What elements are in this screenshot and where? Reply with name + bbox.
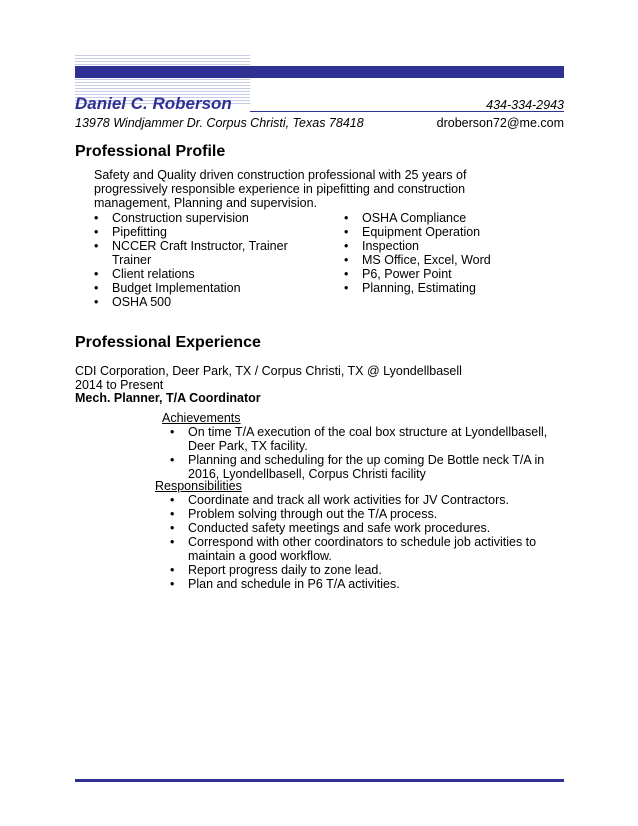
responsibility-item: • Conducted safety meetings and safe work procedures. [170,521,565,535]
skill-item: • NCCER Craft Instructor, Trainer Trainer [94,239,299,267]
responsibilities-list [170,493,565,591]
employment-dates: 2014 to Present [75,378,164,392]
responsibility-item: • Problem solving through out the T/A process. [170,507,565,521]
skill-item: • Planning, Estimating [344,281,544,295]
candidate-name: Daniel C. Roberson [75,94,232,113]
skill-item: • Inspection [344,239,544,253]
achievement-item: • On time T/A execution of the coal box structure at Lyondellbasell, Deer Park, TX facility. [170,425,565,453]
job-title: Mech. Planner, T/A Coordinator [75,391,261,405]
responsibility-item: • Plan and schedule in P6 T/A activities. [170,577,565,591]
responsibility-item: • Coordinate and track all work activities for JV Contractors. [170,493,565,507]
achievement-item: • Planning and scheduling for the up coming De Bottle neck T/A in 2016, Lyondellbasell, Corpus Christi facility [170,453,565,481]
responsibility-item: • Correspond with other coordinators to schedule job activities to maintain a good workflow. [170,535,565,563]
skills-list-right [344,211,544,295]
profile-summary: Safety and Quality driven construction professional with 25 years of progressively responsible experience in pipefitting and construction management, Planning and supervision. [94,168,467,210]
email-address: droberson72@me.com [436,116,564,130]
skill-item: • OSHA 500 [94,295,299,309]
skill-item: • Equipment Operation [344,225,544,239]
skill-item: • Budget Implementation [94,281,299,295]
company-line: CDI Corporation, Deer Park, TX / Corpus Christi, TX @ Lyondellbasell [75,364,462,378]
skill-item: • OSHA Compliance [344,211,544,225]
achievements-label: Achievements [162,411,241,425]
profile-heading: Professional Profile [75,143,226,160]
responsibilities-label: Responsibilities [155,479,242,493]
skill-item: • Client relations [94,267,299,281]
skill-item: • Pipefitting [94,225,299,239]
skill-item: • Construction supervision [94,211,299,225]
skills-list-left [94,211,299,309]
responsibility-item: • Report progress daily to zone lead. [170,563,565,577]
achievements-list [170,425,565,481]
experience-heading: Professional Experience [75,334,261,351]
skill-item: • MS Office, Excel, Word [344,253,544,267]
address: 13978 Windjammer Dr. Corpus Christi, Texas 78418 [75,116,364,130]
header-bar [75,66,564,78]
phone-number: 434-334-2943 [486,98,564,112]
footer-bar [75,779,564,782]
skill-item: • P6, Power Point [344,267,544,281]
